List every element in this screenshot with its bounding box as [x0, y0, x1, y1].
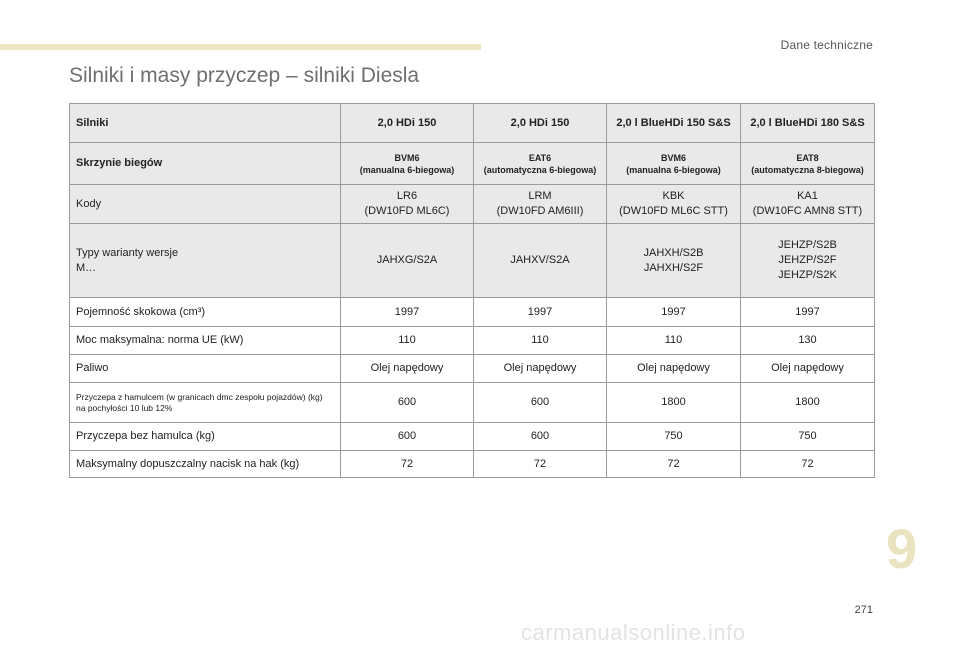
value-cell: 1997	[741, 298, 875, 327]
value-cell: 110	[474, 327, 607, 355]
table-row	[70, 355, 875, 383]
gearbox-cell: BVM6 (manualna 6-biegowa)	[341, 143, 474, 185]
value-cell: 72	[341, 451, 474, 478]
row-label: Moc maksymalna: norma UE (kW)	[70, 327, 341, 355]
value-cell: Olej napędowy	[474, 355, 607, 383]
page-title: Silniki i masy przyczep – silniki Diesla	[69, 64, 420, 87]
value-cell: 1997	[341, 298, 474, 327]
engine-cell: 2,0 HDi 150	[341, 104, 474, 143]
value-cell: 750	[741, 423, 875, 451]
value-cell: 72	[474, 451, 607, 478]
types-label: Typy warianty wersje M…	[70, 224, 341, 298]
value-cell: Olej napędowy	[341, 355, 474, 383]
row-label: Przyczepa z hamulcem (w granicach dmc zespołu pojazdów) (kg) na pochyłości 10 lub 12%	[70, 383, 341, 423]
gearbox-row	[70, 143, 875, 185]
engine-spec-table	[69, 103, 875, 478]
code-cell: KBK (DW10FD ML6C STT)	[607, 185, 741, 224]
table-row	[70, 451, 875, 478]
engines-row	[70, 104, 875, 143]
types-row	[70, 224, 875, 298]
watermark: carmanualsonline.info	[521, 620, 746, 645]
table-row	[70, 383, 875, 423]
value-cell: Olej napędowy	[607, 355, 741, 383]
codes-label: Kody	[70, 185, 341, 224]
code-cell: LR6 (DW10FD ML6C)	[341, 185, 474, 224]
gearbox-cell: EAT8 (automatyczna 8-biegowa)	[741, 143, 875, 185]
top-accent-bar	[0, 44, 481, 50]
table-row	[70, 327, 875, 355]
section-name: Dane techniczne	[780, 38, 873, 52]
code-cell: KA1 (DW10FC AMN8 STT)	[741, 185, 875, 224]
type-cell: JAHXV/S2A	[474, 224, 607, 298]
value-cell: 1800	[607, 383, 741, 423]
gearbox-cell: BVM6 (manualna 6-biegowa)	[607, 143, 741, 185]
type-cell: JAHXH/S2B JAHXH/S2F	[607, 224, 741, 298]
engine-cell: 2,0 l BlueHDi 180 S&S	[741, 104, 875, 143]
row-label: Pojemność skokowa (cm³)	[70, 298, 341, 327]
value-cell: 750	[607, 423, 741, 451]
row-label: Maksymalny dopuszczalny nacisk na hak (kg)	[70, 451, 341, 478]
page-number: 271	[854, 604, 873, 616]
type-cell: JAHXG/S2A	[341, 224, 474, 298]
value-cell: 600	[341, 383, 474, 423]
value-cell: 1997	[607, 298, 741, 327]
value-cell: 1800	[741, 383, 875, 423]
chapter-number: 9	[886, 517, 918, 580]
value-cell: 110	[341, 327, 474, 355]
value-cell: 130	[741, 327, 875, 355]
row-label: Paliwo	[70, 355, 341, 383]
gearbox-cell: EAT6 (automatyczna 6-biegowa)	[474, 143, 607, 185]
engines-label: Silniki	[70, 104, 341, 143]
code-cell: LRM (DW10FD AM6III)	[474, 185, 607, 224]
table-row	[70, 298, 875, 327]
value-cell: 600	[341, 423, 474, 451]
value-cell: Olej napędowy	[741, 355, 875, 383]
value-cell: 110	[607, 327, 741, 355]
value-cell: 600	[474, 423, 607, 451]
codes-row	[70, 185, 875, 224]
value-cell: 600	[474, 383, 607, 423]
value-cell: 72	[741, 451, 875, 478]
value-cell: 1997	[474, 298, 607, 327]
engine-cell: 2,0 l BlueHDi 150 S&S	[607, 104, 741, 143]
table-row	[70, 423, 875, 451]
type-cell: JEHZP/S2B JEHZP/S2F JEHZP/S2K	[741, 224, 875, 298]
engine-cell: 2,0 HDi 150	[474, 104, 607, 143]
value-cell: 72	[607, 451, 741, 478]
row-label: Przyczepa bez hamulca (kg)	[70, 423, 341, 451]
gearbox-label: Skrzynie biegów	[70, 143, 341, 185]
